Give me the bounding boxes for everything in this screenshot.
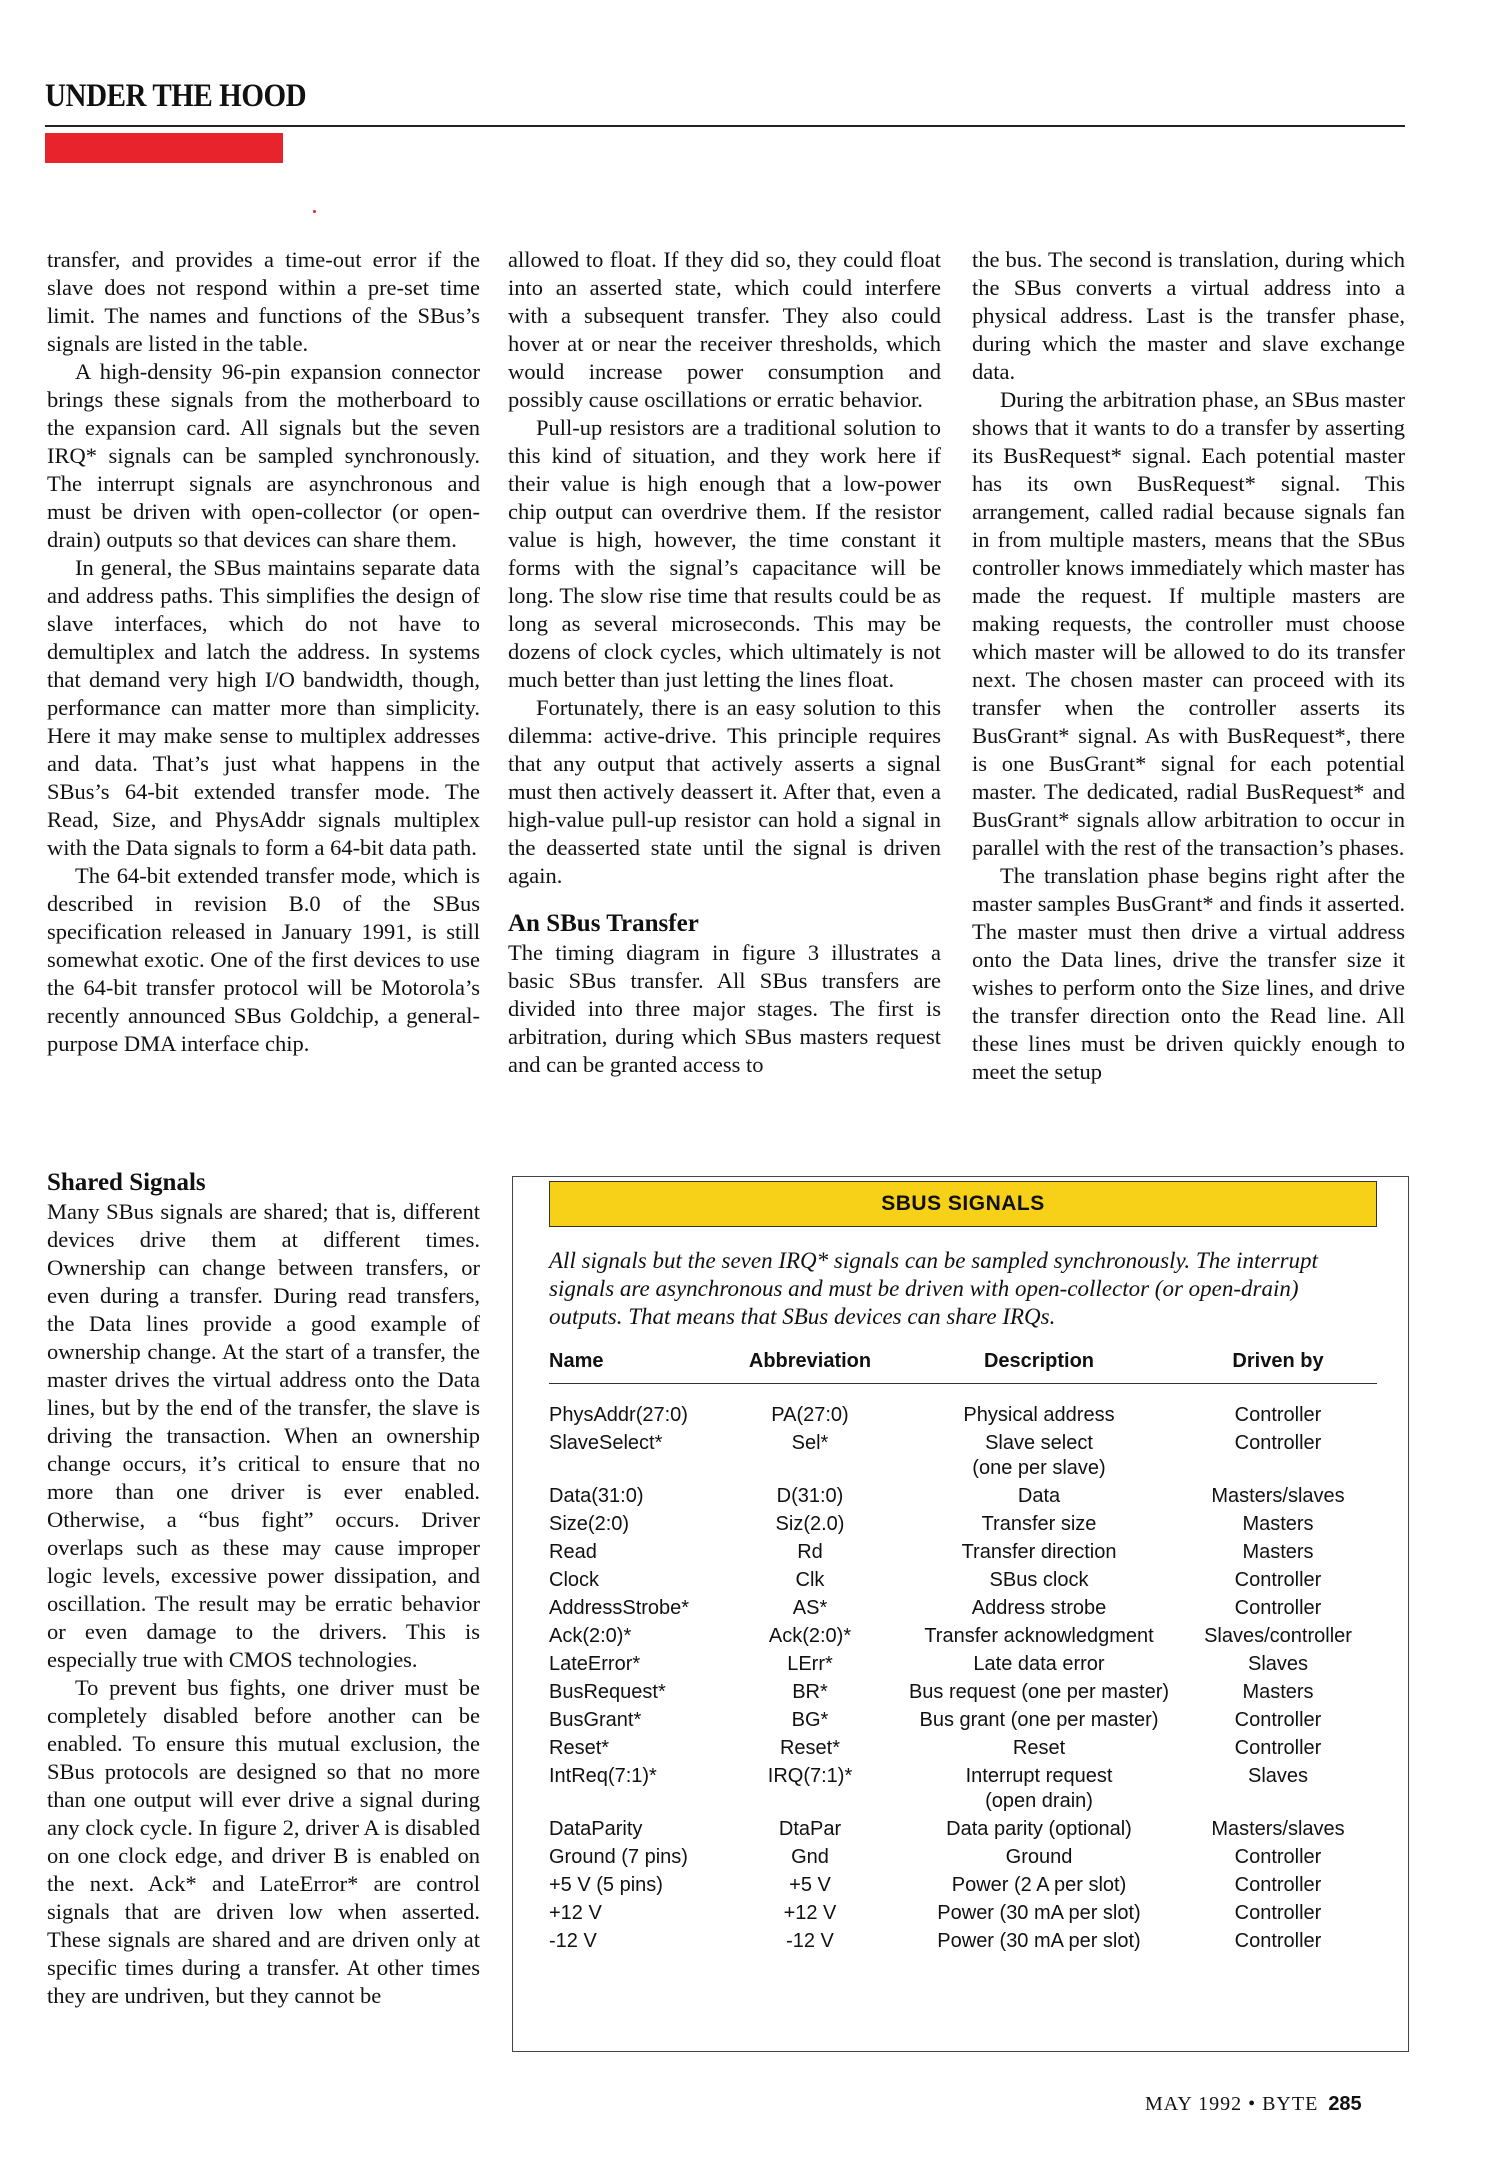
cell-description: Power (2 A per slot) (951, 1874, 1127, 1896)
cell-name: -12 V (549, 1930, 597, 1952)
cell-description: Bus grant (one per master) (919, 1709, 1159, 1731)
cell-driven-by: Masters (1242, 1681, 1314, 1703)
cell-driven-by: Controller (1234, 1874, 1322, 1896)
table-row (549, 1705, 1377, 1733)
table-row (549, 1649, 1377, 1677)
cell-description: Physical address (963, 1404, 1115, 1426)
sidebar-intro: All signals but the seven IRQ* signals can be sampled synchronously. The interrupt signals are asynchronous and must be driven with open-collector (or open-drain) outputs. That means that SBus devices can share IRQs. (549, 1248, 1318, 1329)
column-header-driven-by: Driven by (1232, 1350, 1324, 1372)
cell-driven-by: Masters/slaves (1211, 1485, 1345, 1507)
article-column-1 (47, 246, 480, 1058)
cell-abbreviation: Clk (795, 1569, 825, 1591)
cell-name: IntReq(7:1)* (549, 1765, 657, 1787)
cell-driven-by: Controller (1234, 1709, 1322, 1731)
table-row (549, 1565, 1377, 1593)
cell-description: Data (1017, 1485, 1061, 1507)
cell-name: +5 V (5 pins) (549, 1874, 663, 1896)
table-row (549, 1870, 1377, 1898)
cell-description: Transfer acknowledgment (924, 1625, 1154, 1647)
cell-name: BusRequest* (549, 1681, 666, 1703)
cell-description: Ground (1005, 1846, 1073, 1868)
cell-name: Data(31:0) (549, 1485, 644, 1507)
cell-driven-by: Controller (1234, 1737, 1322, 1759)
cell-abbreviation: Siz(2.0) (775, 1513, 845, 1535)
cell-abbreviation: Reset* (779, 1737, 841, 1759)
paragraph: A high-density 96-pin expansion connector brings these signals from the motherboard to the expansion card. All signals but the seven IRQ* signals can be sampled synchronously. The interrupt signals are asynchronous and must be driven with open-collector (or open-drain) outputs so that devices can share them. (47, 359, 480, 552)
cell-name: SlaveSelect* (549, 1432, 663, 1454)
paragraph: Many SBus signals are shared; that is, different devices drive them at different times. Ownership can change between transfers, or even during a transfer. During read transfers, the Data lines provide a good example of ownership change. At the start of a transfer, the master drives the virtual address onto the Data lines, but by the end of the transfer, the slave is driving the transaction. When an ownership change occurs, it’s critical to ensure that no more than one driver is ever enabled. Otherwise, a “bus fight” occurs. Driver overlaps such as these may cause improper logic levels, excessive power dissipation, and oscillation. The result may be erratic behavior or even damage to the drivers. This is especially true with CMOS technologies. (47, 1199, 480, 1672)
table-row (549, 1593, 1377, 1621)
paragraph: the bus. The second is translation, during which the SBus converts a virtual address into a physical address. Last is the transfer phase, during which the master and slave exchange data. (972, 247, 1405, 384)
table-row (549, 1733, 1377, 1761)
cell-abbreviation: DtaPar (778, 1818, 842, 1840)
cell-description: Transfer size (981, 1513, 1097, 1535)
cell-description: SBus clock (989, 1569, 1089, 1591)
cell-driven-by: Controller (1234, 1404, 1322, 1426)
table-row (549, 1898, 1377, 1926)
cell-driven-by: Controller (1234, 1902, 1322, 1924)
cell-abbreviation: LErr* (787, 1653, 833, 1675)
table-row (549, 1509, 1377, 1537)
paragraph: To prevent bus fights, one driver must be completely disabled before another can be enabled. To ensure this mutual exclusion, the SBus protocols are designed so that no more than one output will ever drive a signal during any clock cycle. In figure 2, driver A is disabled on one clock edge, and driver B is enabled on the next. Ack* and LateError* are control signals that are driven low when asserted. These signals are shared and are driven only at specific times during a transfer. At other times they are undriven, but they cannot be (47, 1675, 480, 2008)
cell-driven-by: Controller (1234, 1846, 1322, 1868)
table-header (549, 1349, 1377, 1384)
sbus-signals-sidebar (512, 1176, 1409, 2052)
cell-description: Address strobe (971, 1597, 1107, 1619)
cell-description: Bus request (one per master) (908, 1681, 1170, 1703)
cell-abbreviation: +5 V (789, 1874, 831, 1896)
table-row (549, 1842, 1377, 1870)
cell-description: Slave select (one per slave) (972, 1432, 1106, 1479)
cell-name: PhysAddr(27:0) (549, 1404, 688, 1426)
cell-name: Clock (549, 1569, 600, 1591)
cell-description: Power (30 mA per slot) (937, 1902, 1141, 1924)
cell-driven-by: Masters/slaves (1211, 1818, 1345, 1840)
cell-name: LateError* (549, 1653, 641, 1675)
article-column-2 (508, 246, 941, 1079)
paragraph: The translation phase begins right after the master samples BusGrant* and finds it asserted. The master must then drive a virtual address onto the Data lines, drive the transfer size it wishes to perform onto the Size lines, and drive the transfer direction onto the Read line. All these lines must be driven quickly enough to meet the setup (972, 863, 1405, 1084)
cell-name: Read (549, 1541, 597, 1563)
table-row (549, 1677, 1377, 1705)
article-column-1-lower (47, 1167, 480, 2010)
table-row (549, 1761, 1377, 1814)
cell-driven-by: Masters (1242, 1513, 1314, 1535)
header-rule (45, 125, 1405, 127)
section-title: UNDER THE HOOD (45, 78, 307, 114)
article-column-3 (972, 246, 1405, 1086)
cell-abbreviation: Rd (797, 1541, 823, 1563)
paragraph: Fortunately, there is an easy solution to this dilemma: active-drive. This principle requires that any output that actively asserts a signal must then actively deassert it. After that, even a high-value pull-up resistor can hold a signal in the deasserted state until the signal is driven again. (508, 695, 941, 888)
cell-description: Late data error (973, 1653, 1105, 1675)
cell-driven-by: Slaves (1247, 1765, 1309, 1787)
cell-name: Reset* (549, 1737, 610, 1759)
table-row (549, 1621, 1377, 1649)
column-header-name: Name (549, 1350, 604, 1372)
issue-info: MAY 1992 • BYTE (1145, 2093, 1319, 2115)
cell-driven-by: Controller (1234, 1930, 1322, 1952)
cell-abbreviation: BG* (791, 1709, 829, 1731)
table-row (549, 1400, 1377, 1428)
cell-driven-by: Controller (1234, 1597, 1322, 1619)
column-header-abbreviation: Abbreviation (748, 1350, 872, 1372)
cell-name: Size(2:0) (549, 1513, 630, 1535)
cell-name: BusGrant* (549, 1709, 642, 1731)
cell-description: Interrupt request (open drain) (965, 1765, 1113, 1812)
decorative-dot (313, 210, 316, 213)
paragraph: allowed to float. If they did so, they could float into an asserted state, which could interfere with a subsequent transfer. They also could hover at or near the receiver thresholds, which would increase power consumption and possibly cause oscillations or erratic behavior. (508, 247, 941, 412)
table-row (549, 1537, 1377, 1565)
page-number: 285 (1328, 2093, 1362, 2115)
paragraph: Pull-up resistors are a traditional solution to this kind of situation, and they work here if their value is high enough that a low-power chip output can overdrive them. If the resistor value is high, however, the time constant it forms with the signal’s capacitance will be long. The slow rise time that results could be as long as several microseconds. This may be dozens of clock cycles, which ultimately is not much better than just letting the lines float. (508, 415, 941, 692)
cell-name: Ground (7 pins) (549, 1846, 688, 1868)
cell-abbreviation: BR* (792, 1681, 828, 1703)
section-heading: Shared Signals (47, 1169, 206, 1196)
cell-abbreviation: Gnd (791, 1846, 829, 1868)
signals-table (549, 1349, 1377, 1954)
page-footer (1145, 2093, 1362, 2116)
cell-name: +12 V (549, 1902, 602, 1924)
table-row (549, 1814, 1377, 1842)
cell-abbreviation: IRQ(7:1)* (767, 1765, 853, 1787)
section-color-bar (45, 133, 283, 163)
cell-driven-by: Slaves/controller (1204, 1625, 1352, 1647)
cell-driven-by: Masters (1242, 1541, 1314, 1563)
cell-abbreviation: -12 V (786, 1930, 834, 1952)
cell-driven-by: Controller (1234, 1569, 1322, 1591)
cell-abbreviation: Sel* (791, 1432, 829, 1454)
paragraph: During the arbitration phase, an SBus master shows that it wants to do a transfer by asserting its BusRequest* signal. Each potential master has its own BusRequest* signal. This arrangement, called radial because signals fan in from multiple masters, means that the SBus controller knows immediately which master has made the request. If multiple masters are making requests, the controller must choose which master will be allowed to do its transfer next. The chosen master can proceed with its transfer when the controller asserts its BusGrant* signal. As with BusRequest*, there is one BusGrant* signal for each potential master. The dedicated, radial BusRequest* and BusGrant* signals allow arbitration to occur in parallel with the rest of the transaction’s phases. (972, 387, 1405, 860)
paragraph: The 64-bit extended transfer mode, which is described in revision B.0 of the SBus specification released in January 1991, is still somewhat exotic. One of the first devices to use the 64-bit transfer protocol will be Motorola’s recently announced SBus Goldchip, a general-purpose DMA interface chip. (47, 863, 480, 1056)
cell-description: Data parity (optional) (946, 1818, 1132, 1840)
cell-name: DataParity (549, 1818, 643, 1840)
cell-name: Ack(2:0)* (549, 1625, 632, 1647)
table-body (549, 1384, 1377, 1954)
cell-abbreviation: Ack(2:0)* (768, 1625, 852, 1647)
cell-description: Transfer direction (961, 1541, 1117, 1563)
cell-description: Reset (1012, 1737, 1066, 1759)
cell-abbreviation: D(31:0) (776, 1485, 844, 1507)
column-header-description: Description (983, 1350, 1095, 1372)
cell-abbreviation: PA(27:0) (771, 1404, 849, 1426)
cell-abbreviation: +12 V (783, 1902, 837, 1924)
paragraph: The timing diagram in figure 3 illustrates a basic SBus transfer. All SBus transfers are divided into three major stages. The first is arbitration, during which SBus masters request and can be granted access to (508, 940, 941, 1077)
table-row (549, 1481, 1377, 1509)
table-row (549, 1926, 1377, 1954)
cell-description: Power (30 mA per slot) (937, 1930, 1141, 1952)
paragraph: In general, the SBus maintains separate data and address paths. This simplifies the design of slave interfaces, which do not have to demultiplex and latch the address. In systems that demand very high I/O bandwidth, though, performance can matter more than simplicity. Here it may make sense to multiplex addresses and data. That’s just what happens in the SBus’s 64-bit extended transfer mode. The Read, Size, and PhysAddr signals multiplex with the Data signals to form a 64-bit data path. (47, 555, 480, 860)
cell-name: AddressStrobe* (549, 1597, 690, 1619)
sidebar-title: SBUS SIGNALS (549, 1181, 1377, 1227)
table-row (549, 1428, 1377, 1481)
cell-driven-by: Slaves (1247, 1653, 1309, 1675)
paragraph: transfer, and provides a time-out error if the slave does not respond within a pre-set time limit. The names and functions of the SBus’s signals are listed in the table. (47, 247, 480, 356)
cell-abbreviation: AS* (792, 1597, 828, 1619)
cell-driven-by: Controller (1234, 1432, 1322, 1454)
section-heading: An SBus Transfer (508, 910, 699, 937)
